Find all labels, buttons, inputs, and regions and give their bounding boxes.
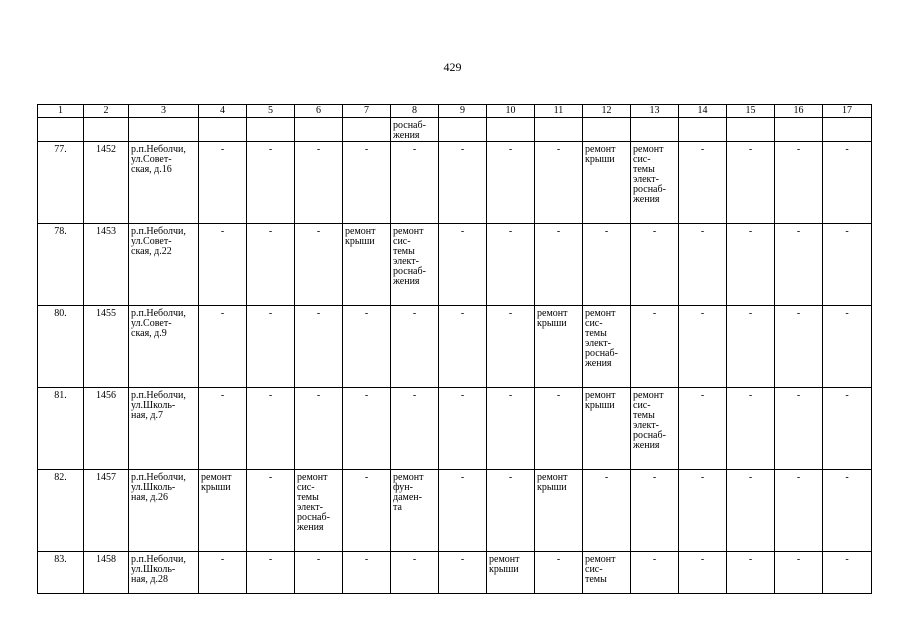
empty-work-cell: -: [679, 388, 727, 470]
table-row: [38, 388, 872, 470]
empty-work-cell: -: [247, 306, 295, 388]
address-cell: р.п.Неболчи, ул.Школь- ная, д.28: [129, 552, 199, 594]
empty-work-cell: -: [535, 224, 583, 306]
empty-work-cell: -: [343, 142, 391, 224]
empty-work-cell: -: [823, 306, 872, 388]
empty-work-cell: -: [247, 552, 295, 594]
column-number-cell: 6: [295, 105, 343, 118]
empty-work-cell: -: [775, 306, 823, 388]
continuation-cell: [679, 118, 727, 142]
empty-work-cell: -: [535, 552, 583, 594]
repair-work-cell: ремонт фун- дамен- та: [391, 470, 439, 552]
table-row: [38, 470, 872, 552]
empty-work-cell: -: [343, 552, 391, 594]
column-number-cell: 12: [583, 105, 631, 118]
empty-work-cell: -: [679, 552, 727, 594]
table-row: [38, 224, 872, 306]
empty-work-cell: -: [391, 306, 439, 388]
page-number: 429: [443, 60, 462, 74]
empty-work-cell: -: [823, 224, 872, 306]
empty-work-cell: -: [343, 470, 391, 552]
repair-work-cell: ремонт сис- темы элект- роснаб- жения: [583, 306, 631, 388]
continuation-cell: [727, 118, 775, 142]
table-row: [38, 552, 872, 594]
empty-work-cell: -: [199, 306, 247, 388]
empty-work-cell: -: [631, 552, 679, 594]
empty-work-cell: -: [295, 224, 343, 306]
row-number-cell: 82.: [38, 470, 84, 552]
empty-work-cell: -: [727, 470, 775, 552]
empty-work-cell: -: [583, 224, 631, 306]
empty-work-cell: -: [391, 388, 439, 470]
repair-work-cell: ремонт крыши: [583, 142, 631, 224]
empty-work-cell: -: [823, 388, 872, 470]
row-number-cell: 83.: [38, 552, 84, 594]
empty-work-cell: -: [391, 552, 439, 594]
empty-work-cell: -: [391, 142, 439, 224]
empty-work-cell: -: [727, 552, 775, 594]
empty-work-cell: -: [631, 306, 679, 388]
house-code-cell: 1453: [84, 224, 129, 306]
empty-work-cell: -: [823, 142, 872, 224]
empty-work-cell: -: [487, 470, 535, 552]
house-code-cell: 1458: [84, 552, 129, 594]
table-row: [38, 306, 872, 388]
column-number-cell: 17: [823, 105, 872, 118]
repair-register-table: [37, 104, 872, 594]
row-number-cell: 80.: [38, 306, 84, 388]
repair-work-cell: ремонт сис- темы элект- роснаб- жения: [631, 142, 679, 224]
empty-work-cell: -: [247, 388, 295, 470]
empty-work-cell: -: [775, 388, 823, 470]
empty-work-cell: -: [199, 388, 247, 470]
repair-work-cell: ремонт крыши: [583, 388, 631, 470]
column-number-cell: 8: [391, 105, 439, 118]
repair-work-cell: ремонт сис- темы элект- роснаб- жения: [391, 224, 439, 306]
empty-work-cell: -: [727, 306, 775, 388]
continuation-cell: [247, 118, 295, 142]
continuation-cell: [84, 118, 129, 142]
continuation-cell: [487, 118, 535, 142]
house-code-cell: 1452: [84, 142, 129, 224]
continuation-cell: [439, 118, 487, 142]
house-code-cell: 1456: [84, 388, 129, 470]
continuation-cell: [38, 118, 84, 142]
continuation-cell: [583, 118, 631, 142]
empty-work-cell: -: [679, 224, 727, 306]
column-number-cell: 7: [343, 105, 391, 118]
empty-work-cell: -: [247, 470, 295, 552]
continuation-cell: [631, 118, 679, 142]
empty-work-cell: -: [487, 224, 535, 306]
empty-work-cell: -: [775, 470, 823, 552]
continuation-row: [38, 118, 872, 142]
empty-work-cell: -: [823, 552, 872, 594]
table-row: [38, 142, 872, 224]
repair-work-cell: ремонт крыши: [199, 470, 247, 552]
continuation-cell: [129, 118, 199, 142]
empty-work-cell: -: [199, 224, 247, 306]
empty-work-cell: -: [295, 388, 343, 470]
empty-work-cell: -: [823, 470, 872, 552]
empty-work-cell: -: [487, 388, 535, 470]
continuation-cell: [775, 118, 823, 142]
continuation-cell: [823, 118, 872, 142]
empty-work-cell: -: [295, 552, 343, 594]
empty-work-cell: -: [775, 224, 823, 306]
empty-work-cell: -: [199, 142, 247, 224]
column-number-row: [38, 105, 872, 118]
empty-work-cell: -: [535, 142, 583, 224]
empty-work-cell: -: [295, 142, 343, 224]
empty-work-cell: -: [487, 306, 535, 388]
address-cell: р.п.Неболчи, ул.Школь- ная, д.7: [129, 388, 199, 470]
empty-work-cell: -: [727, 388, 775, 470]
repair-work-cell: ремонт крыши: [535, 470, 583, 552]
row-number-cell: 78.: [38, 224, 84, 306]
column-number-cell: 5: [247, 105, 295, 118]
empty-work-cell: -: [439, 224, 487, 306]
repair-work-cell: ремонт крыши: [343, 224, 391, 306]
repair-work-cell: ремонт сис- темы: [583, 552, 631, 594]
column-number-cell: 14: [679, 105, 727, 118]
column-number-cell: 9: [439, 105, 487, 118]
continuation-cell: [295, 118, 343, 142]
empty-work-cell: -: [631, 470, 679, 552]
empty-work-cell: -: [583, 470, 631, 552]
address-cell: р.п.Неболчи, ул.Совет- ская, д.16: [129, 142, 199, 224]
empty-work-cell: -: [295, 306, 343, 388]
empty-work-cell: -: [199, 552, 247, 594]
empty-work-cell: -: [439, 306, 487, 388]
column-number-cell: 1: [38, 105, 84, 118]
empty-work-cell: -: [679, 142, 727, 224]
column-number-cell: 10: [487, 105, 535, 118]
empty-work-cell: -: [631, 224, 679, 306]
repair-work-cell: ремонт сис- темы элект- роснаб- жения: [631, 388, 679, 470]
address-cell: р.п.Неболчи, ул.Школь- ная, д.26: [129, 470, 199, 552]
column-number-cell: 3: [129, 105, 199, 118]
repair-work-cell: ремонт сис- темы элект- роснаб- жения: [295, 470, 343, 552]
empty-work-cell: -: [775, 142, 823, 224]
column-number-cell: 16: [775, 105, 823, 118]
address-cell: р.п.Неболчи, ул.Совет- ская, д.9: [129, 306, 199, 388]
empty-work-cell: -: [727, 142, 775, 224]
continuation-cell: [535, 118, 583, 142]
continuation-cell: [343, 118, 391, 142]
empty-work-cell: -: [487, 142, 535, 224]
empty-work-cell: -: [247, 224, 295, 306]
empty-work-cell: -: [727, 224, 775, 306]
empty-work-cell: -: [439, 142, 487, 224]
house-code-cell: 1455: [84, 306, 129, 388]
empty-work-cell: -: [343, 306, 391, 388]
column-number-cell: 2: [84, 105, 129, 118]
empty-work-cell: -: [679, 306, 727, 388]
continuation-cell: [199, 118, 247, 142]
house-code-cell: 1457: [84, 470, 129, 552]
row-number-cell: 77.: [38, 142, 84, 224]
empty-work-cell: -: [343, 388, 391, 470]
repair-work-cell: ремонт крыши: [535, 306, 583, 388]
column-number-cell: 13: [631, 105, 679, 118]
column-number-cell: 4: [199, 105, 247, 118]
empty-work-cell: -: [439, 552, 487, 594]
empty-work-cell: -: [679, 470, 727, 552]
empty-work-cell: -: [247, 142, 295, 224]
empty-work-cell: -: [535, 388, 583, 470]
column-number-cell: 15: [727, 105, 775, 118]
empty-work-cell: -: [775, 552, 823, 594]
column-number-cell: 11: [535, 105, 583, 118]
empty-work-cell: -: [439, 388, 487, 470]
repair-work-cell: ремонт крыши: [487, 552, 535, 594]
continuation-cell: роснаб- жения: [391, 118, 439, 142]
address-cell: р.п.Неболчи, ул.Совет- ская, д.22: [129, 224, 199, 306]
empty-work-cell: -: [439, 470, 487, 552]
row-number-cell: 81.: [38, 388, 84, 470]
